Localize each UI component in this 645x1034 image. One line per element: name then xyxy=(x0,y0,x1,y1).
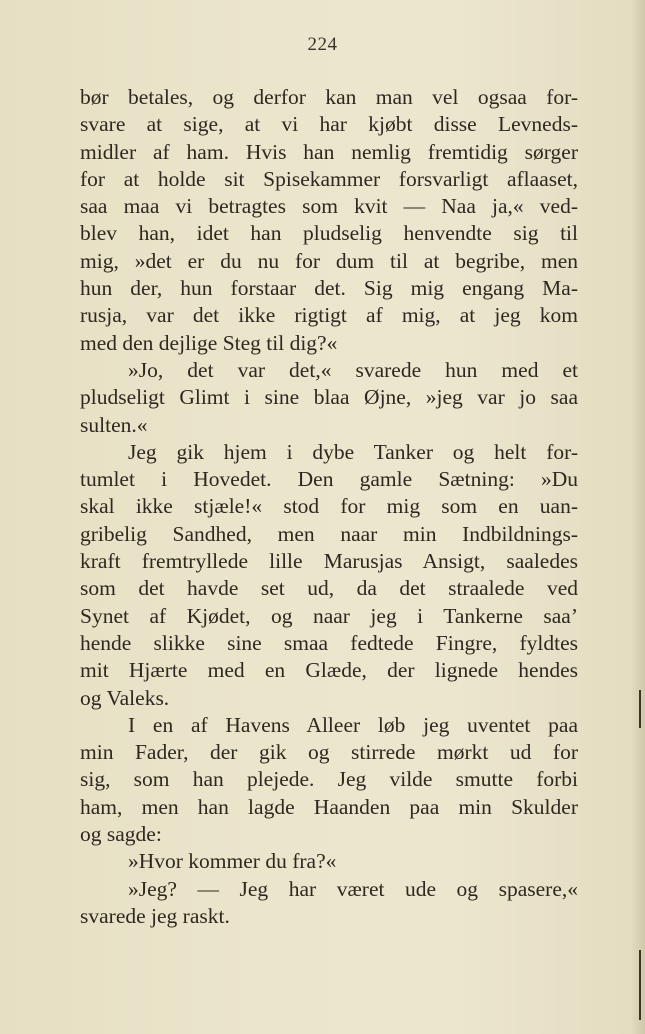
text-line: min Fader, der gik og stirrede mørkt ud for xyxy=(80,740,578,765)
text-line: som det havde set ud, da det straalede ved xyxy=(80,576,578,601)
text-line: bør betales, og derfor kan man vel ogsaa for- xyxy=(80,85,578,109)
text-line: Synet af Kjødet, og naar jeg i Tankerne saa’ xyxy=(80,603,578,628)
text-line: Jeg gik hjem i dybe Tanker og helt for- xyxy=(128,439,578,464)
page-edge-shadow xyxy=(631,0,645,1034)
text-line: rusja, var det ikke rigtigt af mig, at jeg kom xyxy=(80,303,578,328)
text-line: »Jo, det var det,« svarede hun med et xyxy=(128,357,578,382)
text-line: sulten.« xyxy=(80,412,148,437)
text-line: skal ikke stjæle!« stod for mig som en uan- xyxy=(80,494,578,519)
text-line: og Valeks. xyxy=(80,685,170,710)
body-text xyxy=(80,84,578,930)
text-line: svare at sige, at vi har kjøbt disse Levneds- xyxy=(80,112,578,137)
text-line: »Jeg? — Jeg har været ude og spasere,« xyxy=(128,876,578,901)
text-line: ham, men han lagde Haanden paa min Skulder xyxy=(80,794,578,819)
text-line: mig, »det er du nu for dum til at begribe, men xyxy=(80,248,578,273)
text-line: med den dejlige Steg til dig?« xyxy=(80,330,338,355)
text-line: blev han, idet han pludselig henvendte sig til xyxy=(80,221,578,246)
text-line: gribelig Sandhed, men naar min Indbildnings- xyxy=(80,521,578,546)
text-line: svarede jeg raskt. xyxy=(80,903,230,928)
text-line: mit Hjærte med en Glæde, der lignede hendes xyxy=(80,658,578,683)
text-line: hun der, hun forstaar det. Sig mig engang Ma- xyxy=(80,276,578,301)
page-edge-mark xyxy=(639,950,641,1020)
text-line: »Hvor kommer du fra?« xyxy=(128,849,337,874)
page-number: 224 xyxy=(307,34,338,55)
text-line: hende slikke sine smaa fedtede Fingre, fyldtes xyxy=(80,630,578,655)
text-line: for at holde sit Spisekammer forsvarligt aflaaset, xyxy=(80,166,578,191)
text-line: pludseligt Glimt i sine blaa Øjne, »jeg var jo saa xyxy=(80,385,578,410)
text-line: midler af ham. Hvis han nemlig fremtidig sørger xyxy=(80,139,578,164)
page-edge-mark xyxy=(639,690,641,728)
text-line: saa maa vi betragtes som kvit — Naa ja,« ved- xyxy=(80,194,578,219)
text-line: tumlet i Hovedet. Den gamle Sætning: »Du xyxy=(80,467,578,492)
text-line: sig, som han plejede. Jeg vilde smutte forbi xyxy=(80,767,578,792)
text-line: kraft fremtryllede lille Marusjas Ansigt, saaledes xyxy=(80,549,578,574)
text-line: I en af Havens Alleer løb jeg uventet paa xyxy=(128,712,578,737)
text-line: og sagde: xyxy=(80,822,162,847)
